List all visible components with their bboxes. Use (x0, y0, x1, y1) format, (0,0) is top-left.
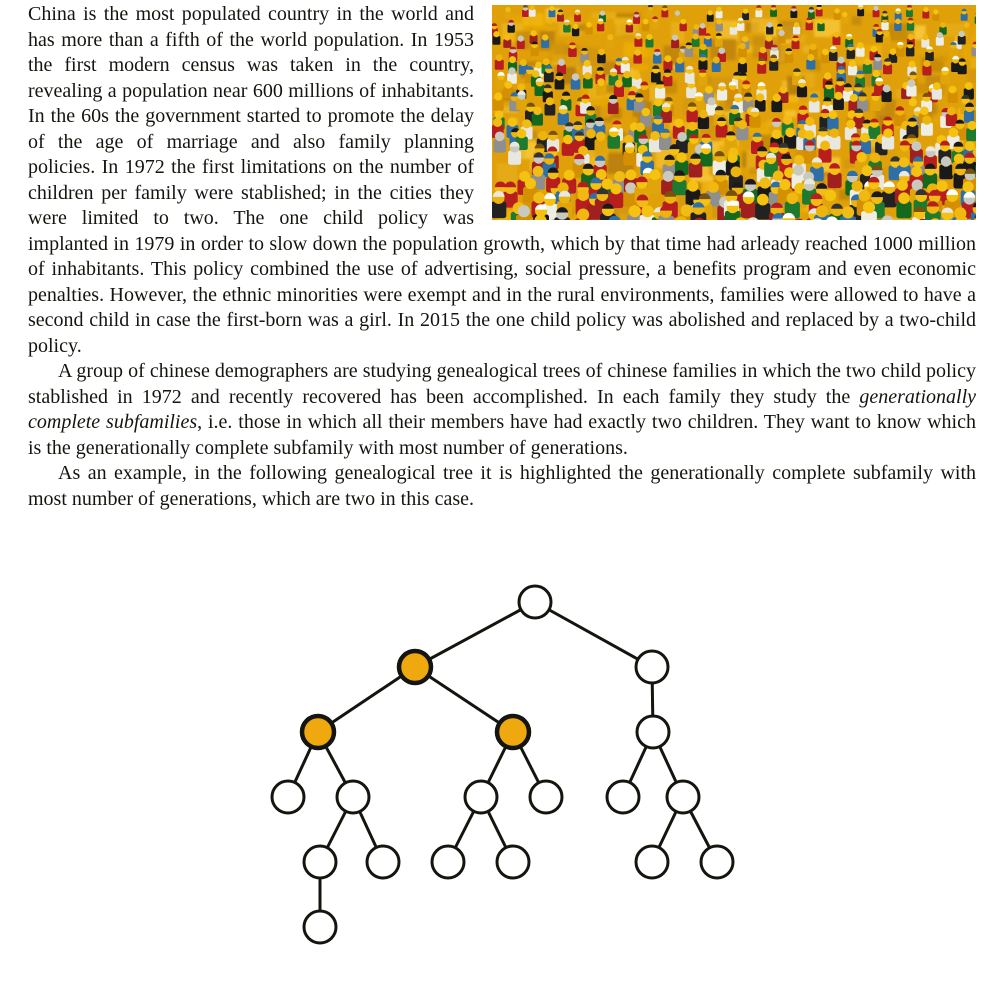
paragraph-text-segment: A group of chinese demographers are studying genealogical trees of chinese families in which the two child policy stablished in 1972 and recently recovered has been accomplished. In each family they study the (28, 360, 976, 408)
tree-edge (415, 602, 535, 667)
tree-node (519, 586, 551, 618)
tree-node-highlighted (302, 716, 334, 748)
tree-node (304, 846, 336, 878)
tree-edge (513, 732, 546, 797)
tree-node (636, 846, 668, 878)
tree-node-highlighted (399, 651, 431, 683)
paragraph-problem (28, 359, 976, 461)
tree-edge (415, 667, 513, 732)
tree-edge (318, 732, 353, 797)
tree-node (530, 781, 562, 813)
tree-edge (318, 667, 415, 732)
tree-node (432, 846, 464, 878)
lego-crowd-art (492, 5, 976, 220)
tree-node (465, 781, 497, 813)
tree-node (637, 716, 669, 748)
tree-edge (353, 797, 383, 862)
tree-edge (683, 797, 717, 862)
tree-node-highlighted (497, 716, 529, 748)
tree-edge (320, 797, 353, 862)
tree-node (304, 911, 336, 943)
tree-edge (652, 797, 683, 862)
paragraph-history: China is the most populated country in the world and has more than a fifth of the world population. In 1953 the first modern census was taken in the country, revealing a population near 600 millions of inhabitants. In the 60s the government started to promote the delay of the age of marriage and also family planning policies. In 1972 the first limitations on the number of children per family were stablished; in the cities they were limited to two. The one child policy was implanted in 1979 in order to slow down the population growth, which by that time had arleady reached 1000 million of inhabitants. This policy combined the use of advertising, social pressure, a benefits program and even economic penalties. However, the ethnic minorities were exempt and in the rural environments, families were allowed to have a second child in case the first-born was a girl. In 2015 the one child policy was abolished and replaced by a two-child policy. (28, 3, 976, 357)
tree-edge (653, 732, 683, 797)
tree-node (272, 781, 304, 813)
paragraph-example: As an example, in the following genealogical tree it is highlighted the generationally complete subfamily with most number of generations, which are two in this case. (28, 462, 976, 510)
tree-edge (288, 732, 318, 797)
tree-edge (652, 667, 653, 732)
tree-node (337, 781, 369, 813)
tree-edge (535, 602, 652, 667)
tree-node (701, 846, 733, 878)
tree-edge (623, 732, 653, 797)
lego-crowd-image (492, 5, 976, 220)
tree-edge (481, 732, 513, 797)
tree-node (607, 781, 639, 813)
tree-edge (448, 797, 481, 862)
tree-node (367, 846, 399, 878)
italic-term: generationally complete subfamilies (28, 385, 976, 433)
paragraph-text-segment: , i.e. those in which all their members have had exactly two children. They want to know which is the generationally complete subfamily with most number of generations. (28, 411, 976, 459)
tree-node (497, 846, 529, 878)
tree-edge (481, 797, 513, 862)
tree-node (667, 781, 699, 813)
tree-node (636, 651, 668, 683)
